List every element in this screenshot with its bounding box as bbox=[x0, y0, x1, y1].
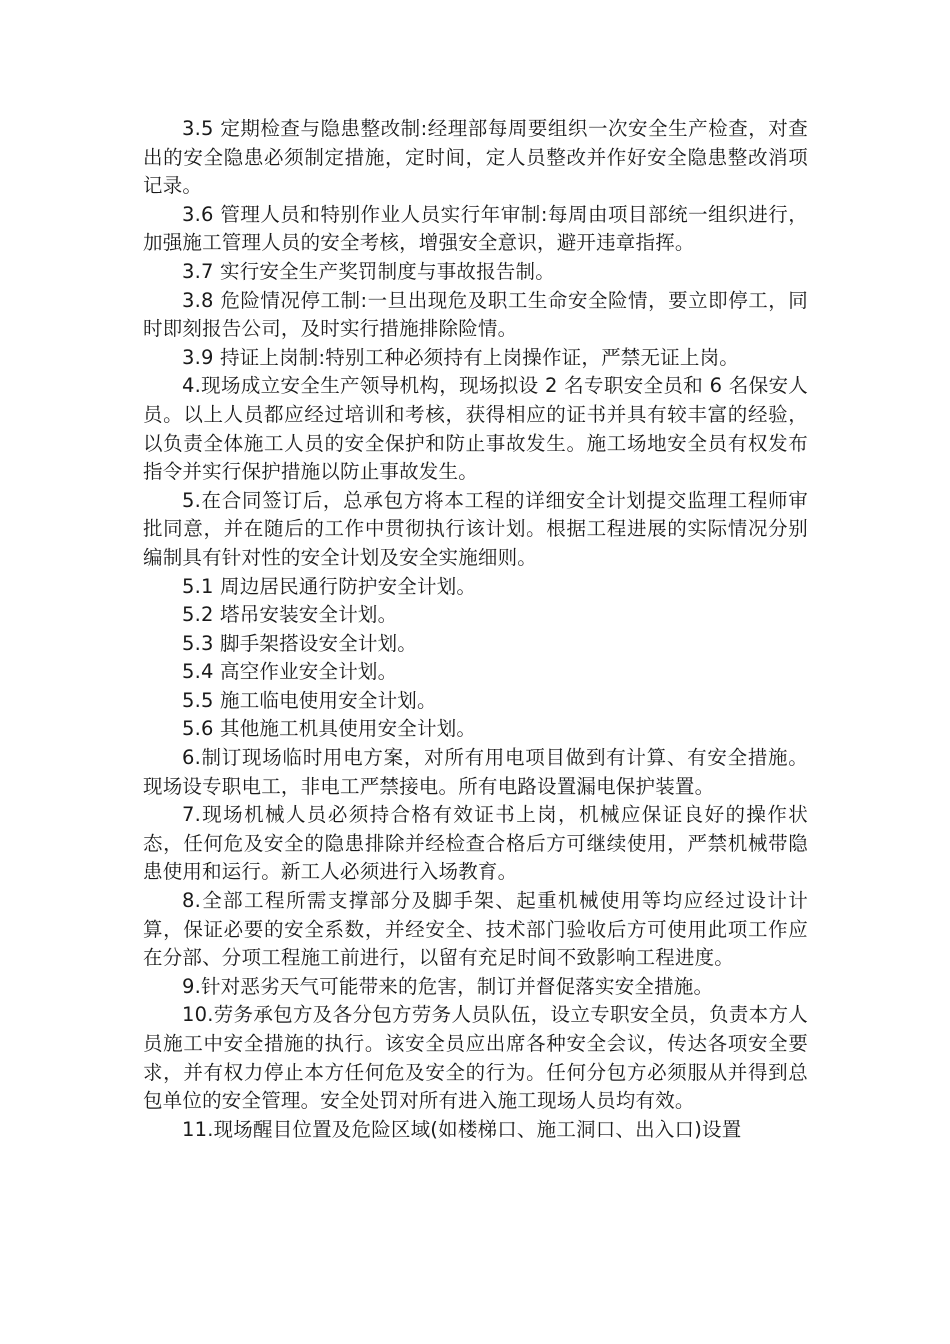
paragraph-10: 10.劳务承包方及各分包方劳务人员队伍，设立专职安全员，负责本方人员施工中安全措施的执行。该安全员应出席各种安全会议，传达各项安全要求，并有权力停止本方任何危及安全的行为。任何分包方必须服从并得到总包单位的安全管理。安全处罚对所有进入施工现场人员均有效。 bbox=[143, 1003, 808, 1113]
paragraph-9: 9.针对恶劣天气可能带来的危害，制订并督促落实安全措施。 bbox=[182, 974, 714, 998]
paragraph-7: 7.现场机械人员必须持合格有效证书上岗，机械应保证良好的操作状态，任何危及安全的隐患排除并经检查合格后方可继续使用，严禁机械带隐患使用和运行。新工人必须进行入场教育。 bbox=[143, 803, 808, 884]
paragraph-11: 11.现场醒目位置及危险区域(如楼梯口、施工洞口、出入口)设置 bbox=[182, 1117, 742, 1141]
paragraph-3-9: 3.9 持证上岗制:特别工种必须持有上岗操作证，严禁无证上岗。 bbox=[182, 345, 739, 369]
paragraph-3-7: 3.7 实行安全生产奖罚制度与事故报告制。 bbox=[182, 259, 555, 283]
paragraph-6: 6.制订现场临时用电方案，对所有用电项目做到有计算、有安全措施。现场设专职电工，非电工严禁接电。所有电路设置漏电保护装置。 bbox=[143, 746, 808, 798]
paragraph-5-1: 5.1 周边居民通行防护安全计划。 bbox=[182, 574, 477, 598]
paragraph-5-2: 5.2 塔吊安装安全计划。 bbox=[182, 603, 398, 627]
paragraph-5-3: 5.3 脚手架搭设安全计划。 bbox=[182, 631, 418, 655]
paragraph-5-5: 5.5 施工临电使用安全计划。 bbox=[182, 688, 437, 712]
document-body bbox=[143, 115, 808, 1144]
paragraph-5-4: 5.4 高空作业安全计划。 bbox=[182, 660, 398, 684]
paragraph-3-8: 3.8 危险情况停工制:一旦出现危及职工生命安全险情，要立即停工，同时即刻报告公司，及时实行措施排除险情。 bbox=[143, 288, 808, 341]
paragraph-8: 8.全部工程所需支撑部分及脚手架、起重机械使用等均应经过设计计算，保证必要的安全系数，并经安全、技术部门验收后方可使用此项工作应在分部、分项工程施工前进行，以留有充足时间不致影响工程进度。 bbox=[143, 889, 808, 970]
paragraph-4: 4.现场成立安全生产领导机构，现场拟设 2 名专职安全员和 6 名保安人员。以上人员都应经过培训和考核，获得相应的证书并具有较丰富的经验，以负责全体施工人员的安全保护和防止事故发生。施工场地安全员有权发布指令并实行保护措施以防止事故发生。 bbox=[143, 374, 808, 484]
paragraph-3-6: 3.6 管理人员和特别作业人员实行年审制:每周由项目部统一组织进行，加强施工管理人员的安全考核，增强安全意识，避开违章指挥。 bbox=[143, 202, 808, 255]
paragraph-5: 5.在合同签订后，总承包方将本工程的详细安全计划提交监理工程师审批同意，并在随后的工作中贯彻执行该计划。根据工程进展的实际情况分别编制具有针对性的安全计划及安全实施细则。 bbox=[143, 488, 808, 569]
paragraph-5-6: 5.6 其他施工机具使用安全计划。 bbox=[182, 717, 477, 741]
paragraph-3-5: 3.5 定期检查与隐患整改制:经理部每周要组织一次安全生产检查，对查出的安全隐患必须制定措施，定时间，定人员整改并作好安全隐患整改消项记录。 bbox=[143, 117, 808, 198]
